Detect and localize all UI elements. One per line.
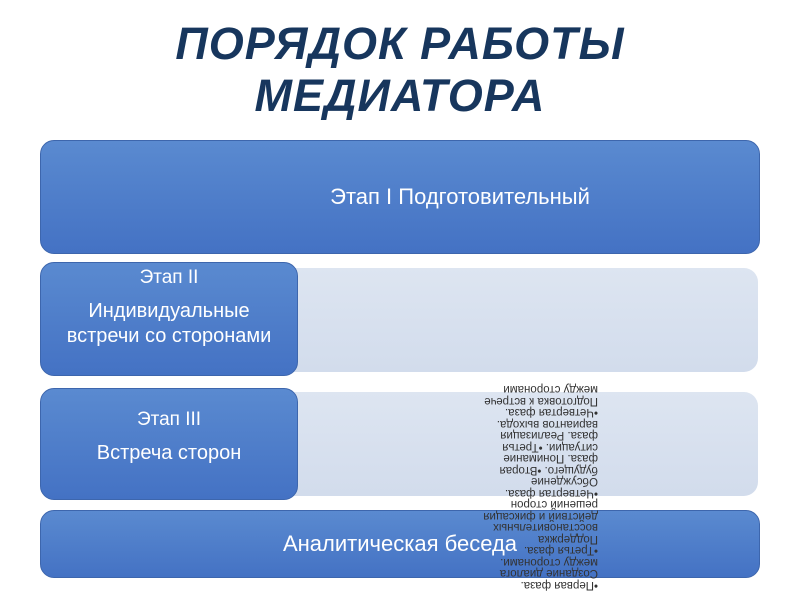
overflow-text: •Первая фаза. Создание диалога между сторонами. •Третья фаза. Поддержка восстановительных действий и фиксация решений сторон •Четвертая фаза. Обсуждение будущего. •Вторая фаза. Понимание ситуации. •Третья фаза. Реализация вариантов выхода. •Четвертая фаза. Подготовка к встрече между сторонами [483,383,598,591]
stage-3-label: Встреча сторон [96,442,242,464]
title-line-1: ПОРЯДОК РАБОТЫ [175,18,625,69]
stage-2-box [40,262,298,376]
stage-4-box [40,510,760,578]
page-title [0,18,800,122]
stage-3-box [40,388,298,500]
stage-2-heading: Этап II [139,267,199,288]
stage-1-box [40,140,760,254]
stage-4-label: Аналитическая беседа [282,531,518,556]
stage-3-heading: Этап III [136,409,202,430]
stage-1-label: Этап I Подготовительный [330,184,590,209]
title-line-2: МЕДИАТОРА [254,70,546,121]
stage-2-label: Индивидуальные встречи со сторонами [66,300,272,347]
